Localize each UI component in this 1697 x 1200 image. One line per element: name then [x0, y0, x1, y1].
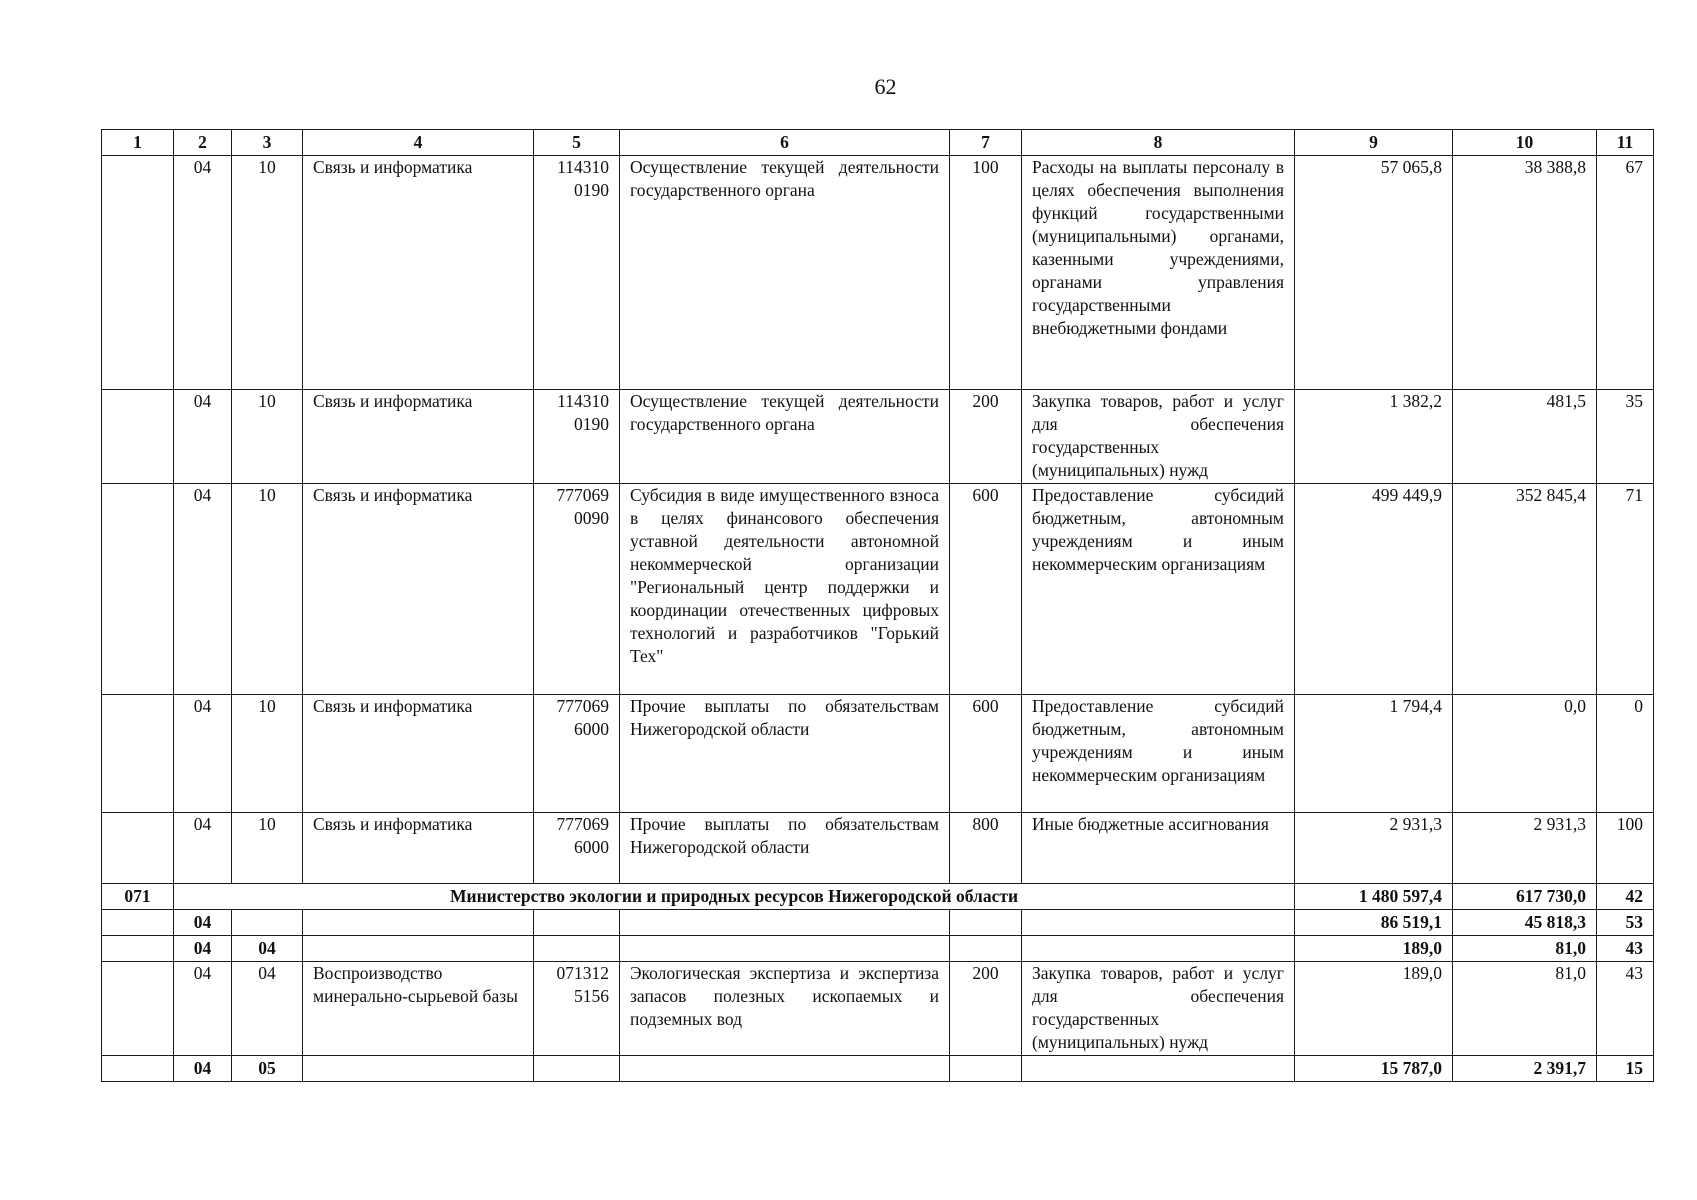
subsection-code-cell: 10: [232, 484, 303, 695]
executed-amount-cell: 2 931,3: [1453, 813, 1597, 884]
execution-percent-cell: 71: [1597, 484, 1654, 695]
execution-percent-cell: 43: [1597, 936, 1654, 962]
column-header: 7: [950, 130, 1022, 156]
target-article-name-cell: Экологическая экспертиза и экспертиза запасов полезных ископаемых и подземных вод: [620, 962, 950, 1056]
execution-percent-cell: 53: [1597, 910, 1654, 936]
planned-amount-cell: 15 787,0: [1295, 1056, 1453, 1082]
executed-amount-cell: 352 845,4: [1453, 484, 1597, 695]
subsection-code-cell: 05: [232, 1056, 303, 1082]
target-article-cell: 777069 6000: [534, 813, 620, 884]
subsection-code-cell: [232, 910, 303, 936]
target-article-name-cell: Прочие выплаты по обязательствам Нижегородской области: [620, 813, 950, 884]
column-header: 1: [102, 130, 174, 156]
empty-cell: [534, 936, 620, 962]
target-article-name-cell: Осуществление текущей деятельности государственного органа: [620, 156, 950, 390]
executed-amount-cell: 81,0: [1453, 962, 1597, 1056]
ministry-name-cell: Министерство экологии и природных ресурсов Нижегородской области: [174, 884, 1295, 910]
executed-amount-cell: 38 388,8: [1453, 156, 1597, 390]
planned-amount-cell: 86 519,1: [1295, 910, 1453, 936]
expense-type-name-cell: Расходы на выплаты персоналу в целях обеспечения выполнения функций государственными (муниципальными) органами, казенными учреждениями, органами управления государственными внебюджетными фондами: [1022, 156, 1295, 390]
expense-type-name-cell: Предоставление субсидий бюджетным, автономным учреждениям и иным некоммерческим организациям: [1022, 695, 1295, 813]
expense-type-name-cell: Предоставление субсидий бюджетным, автономным учреждениям и иным некоммерческим организациям: [1022, 484, 1295, 695]
empty-cell: [950, 1056, 1022, 1082]
planned-amount-cell: 2 931,3: [1295, 813, 1453, 884]
subsection-code-cell: 10: [232, 813, 303, 884]
section-code-cell: 04: [174, 390, 232, 484]
execution-percent-cell: 67: [1597, 156, 1654, 390]
page-number: 62: [874, 74, 897, 99]
section-code-cell: 04: [174, 695, 232, 813]
executed-amount-cell: 2 391,7: [1453, 1056, 1597, 1082]
empty-cell: [1022, 1056, 1295, 1082]
grbs-code-cell: [102, 1056, 174, 1082]
subsection-code-cell: 10: [232, 156, 303, 390]
planned-amount-cell: 1 794,4: [1295, 695, 1453, 813]
expense-type-name-cell: Закупка товаров, работ и услуг для обеспечения государственных (муниципальных) нужд: [1022, 390, 1295, 484]
empty-cell: [1022, 910, 1295, 936]
planned-amount-cell: 57 065,8: [1295, 156, 1453, 390]
empty-cell: [620, 910, 950, 936]
table-row: [102, 390, 1654, 484]
section-code-cell: 04: [174, 936, 232, 962]
planned-amount-cell: 1 382,2: [1295, 390, 1453, 484]
execution-percent-cell: 100: [1597, 813, 1654, 884]
execution-percent-cell: 0: [1597, 695, 1654, 813]
subsection-name-cell: Связь и информатика: [303, 695, 534, 813]
column-header: 4: [303, 130, 534, 156]
table-row: [102, 813, 1654, 884]
subsection-code-cell: 10: [232, 695, 303, 813]
empty-cell: [950, 936, 1022, 962]
ministry-total-row: [102, 884, 1654, 910]
budget-table: [101, 129, 1654, 1082]
expense-type-code-cell: 800: [950, 813, 1022, 884]
column-header: 2: [174, 130, 232, 156]
target-article-name-cell: Осуществление текущей деятельности государственного органа: [620, 390, 950, 484]
target-article-name-cell: Прочие выплаты по обязательствам Нижегородской области: [620, 695, 950, 813]
grbs-code-cell: [102, 390, 174, 484]
execution-percent-cell: 35: [1597, 390, 1654, 484]
execution-percent-cell: 42: [1597, 884, 1654, 910]
empty-cell: [534, 1056, 620, 1082]
grbs-code-cell: [102, 910, 174, 936]
empty-cell: [303, 1056, 534, 1082]
empty-cell: [534, 910, 620, 936]
target-article-name-cell: Субсидия в виде имущественного взноса в целях финансового обеспечения уставной деятельности автономной некоммерческой организации "Региональный центр поддержки и координации отечественных цифровых технологий и разработчиков "Горький Тех": [620, 484, 950, 695]
planned-amount-cell: 499 449,9: [1295, 484, 1453, 695]
section-code-cell: 04: [174, 156, 232, 390]
subsection-subtotal-row: [102, 1056, 1654, 1082]
expense-type-name-cell: Закупка товаров, работ и услуг для обеспечения государственных (муниципальных) нужд: [1022, 962, 1295, 1056]
empty-cell: [620, 1056, 950, 1082]
grbs-code-cell: [102, 484, 174, 695]
execution-percent-cell: 15: [1597, 1056, 1654, 1082]
column-header: 10: [1453, 130, 1597, 156]
subsection-subtotal-row: [102, 936, 1654, 962]
table-row: [102, 695, 1654, 813]
subsection-name-cell: Воспроизводство минерально-сырьевой базы: [303, 962, 534, 1056]
execution-percent-cell: 43: [1597, 962, 1654, 1056]
grbs-code-cell: [102, 695, 174, 813]
grbs-code-cell: [102, 936, 174, 962]
grbs-code-cell: [102, 813, 174, 884]
planned-amount-cell: 189,0: [1295, 962, 1453, 1056]
executed-amount-cell: 617 730,0: [1453, 884, 1597, 910]
planned-amount-cell: 1 480 597,4: [1295, 884, 1453, 910]
section-code-cell: 04: [174, 1056, 232, 1082]
subsection-code-cell: 04: [232, 936, 303, 962]
expense-type-code-cell: 100: [950, 156, 1022, 390]
column-header: 11: [1597, 130, 1654, 156]
target-article-cell: 777069 0090: [534, 484, 620, 695]
empty-cell: [303, 910, 534, 936]
subsection-name-cell: Связь и информатика: [303, 390, 534, 484]
expense-type-code-cell: 200: [950, 962, 1022, 1056]
table-row: [102, 962, 1654, 1056]
empty-cell: [303, 936, 534, 962]
section-code-cell: 04: [174, 813, 232, 884]
target-article-cell: 777069 6000: [534, 695, 620, 813]
subsection-code-cell: 10: [232, 390, 303, 484]
grbs-code-cell: [102, 156, 174, 390]
grbs-code-cell: 071: [102, 884, 174, 910]
target-article-cell: 114310 0190: [534, 390, 620, 484]
section-code-cell: 04: [174, 910, 232, 936]
column-header: 5: [534, 130, 620, 156]
executed-amount-cell: 0,0: [1453, 695, 1597, 813]
column-header: 9: [1295, 130, 1453, 156]
empty-cell: [620, 936, 950, 962]
executed-amount-cell: 481,5: [1453, 390, 1597, 484]
section-code-cell: 04: [174, 962, 232, 1056]
planned-amount-cell: 189,0: [1295, 936, 1453, 962]
expense-type-name-cell: Иные бюджетные ассигнования: [1022, 813, 1295, 884]
subsection-name-cell: Связь и информатика: [303, 156, 534, 390]
executed-amount-cell: 81,0: [1453, 936, 1597, 962]
section-code-cell: 04: [174, 484, 232, 695]
subsection-name-cell: Связь и информатика: [303, 484, 534, 695]
expense-type-code-cell: 200: [950, 390, 1022, 484]
grbs-code-cell: [102, 962, 174, 1056]
empty-cell: [1022, 936, 1295, 962]
expense-type-code-cell: 600: [950, 484, 1022, 695]
table-row: [102, 156, 1654, 390]
table-row: [102, 484, 1654, 695]
column-header: 8: [1022, 130, 1295, 156]
target-article-cell: 114310 0190: [534, 156, 620, 390]
column-number-header-row: [102, 130, 1654, 156]
subsection-name-cell: Связь и информатика: [303, 813, 534, 884]
executed-amount-cell: 45 818,3: [1453, 910, 1597, 936]
section-subtotal-row: [102, 910, 1654, 936]
target-article-cell: 071312 5156: [534, 962, 620, 1056]
column-header: 3: [232, 130, 303, 156]
subsection-code-cell: 04: [232, 962, 303, 1056]
empty-cell: [950, 910, 1022, 936]
column-header: 6: [620, 130, 950, 156]
expense-type-code-cell: 600: [950, 695, 1022, 813]
